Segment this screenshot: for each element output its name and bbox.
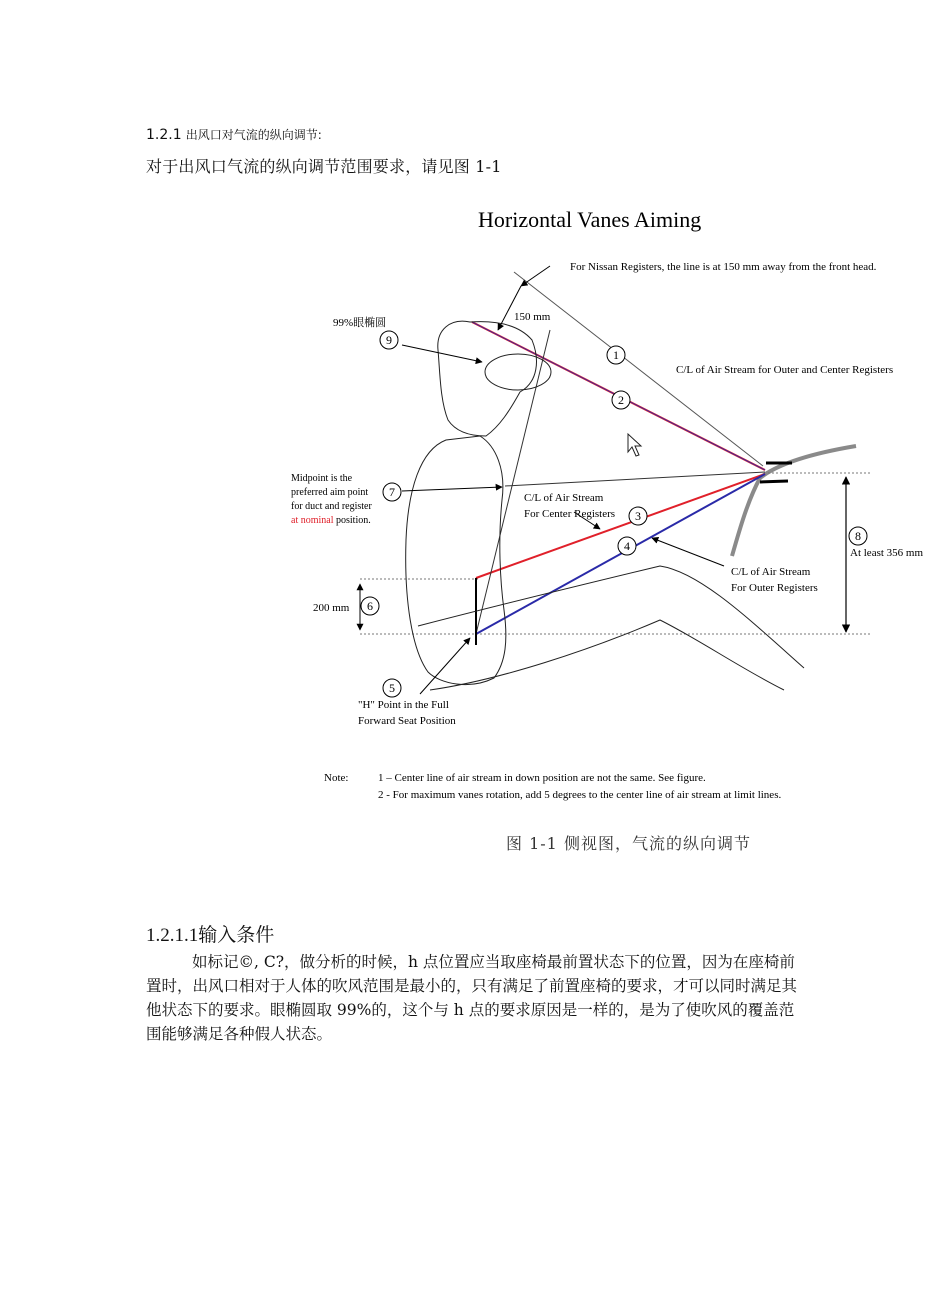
marker-9 — [380, 331, 398, 349]
marker-5 — [383, 679, 401, 697]
section-intro: 对于出风口气流的纵向调节范围要求，请见图 1-1 — [146, 157, 502, 176]
marker-1 — [607, 346, 625, 364]
dim-arrow-150-top — [521, 266, 550, 286]
label-midpoint-position: position. — [333, 515, 371, 526]
label-at-least-356: At least 356 mm — [850, 547, 924, 559]
label-midpoint-4 — [291, 515, 371, 526]
marker-7 — [383, 483, 401, 501]
label-midpoint-nominal: at nominal — [291, 515, 334, 526]
dim-arrow-150-bottom — [498, 286, 521, 330]
subsection-number: 1.2.1.1 — [146, 925, 199, 946]
note-2: 2 - For maximum vanes rotation, add 5 degrees to the center line of air stream at limit lines. — [378, 789, 782, 801]
label-cl-outer-1: C/L of Air Stream — [731, 566, 811, 578]
leader-9 — [402, 345, 482, 362]
label-cl-center-2: For Center Registers — [524, 508, 616, 520]
label-midpoint-3: for duct and register — [291, 501, 372, 512]
marker-3 — [629, 507, 647, 525]
label-midpoint-1: Midpoint is the — [291, 473, 353, 484]
cursor-icon — [628, 434, 641, 456]
torso-outline — [406, 436, 506, 685]
label-cl-center-1: C/L of Air Stream — [524, 492, 604, 504]
eye-ellipse — [485, 354, 551, 390]
outlet-lower-vane — [760, 481, 788, 482]
figure-caption: 图 1-1 侧视图，气流的纵向调节 — [506, 834, 751, 853]
label-cl-outer-center: C/L of Air Stream for Outer and Center Registers — [676, 364, 894, 376]
section-number: 1.2.1 — [146, 127, 182, 143]
torso-line — [476, 330, 550, 634]
label-200mm: 200 mm — [313, 602, 350, 614]
subsection-body — [146, 950, 806, 1046]
section-title: 出风口对气流的纵向调节: — [185, 128, 322, 142]
marker-6-label: 6 — [367, 599, 373, 613]
marker-5-label: 5 — [389, 681, 395, 695]
marker-2 — [612, 391, 630, 409]
body-paragraph: 如标记©, C?，做分析的时候，h 点位置应当取座椅最前置状态下的位置，因为在座椅前置时，出风口相对于人体的吹风范围是最小的，只有满足了前置座椅的要求，才可以同时满足其他状态下的要求。眼椭圆取 99%的，这个与 h 点的要求原因是一样的，是为了使吹风的覆盖范围能够满足各种假人状态。 — [146, 953, 798, 1043]
subsection-heading — [146, 920, 274, 947]
marker-9-label: 9 — [386, 333, 392, 347]
subsection-title: 输入条件 — [198, 924, 275, 946]
marker-4 — [618, 537, 636, 555]
airstream-line-center — [476, 474, 765, 578]
airstream-line-outer — [476, 474, 765, 634]
leader-outer — [652, 538, 724, 566]
marker-4-label: 4 — [624, 539, 630, 553]
figure-title: Horizontal Vanes Aiming — [478, 207, 702, 232]
marker-1-label: 1 — [613, 348, 619, 362]
leader-7 — [402, 487, 502, 491]
label-midpoint-2: preferred aim point — [291, 487, 369, 498]
marker-6 — [361, 597, 379, 615]
note-label: Note: — [324, 772, 349, 784]
marker-8 — [849, 527, 867, 545]
label-nissan-line: For Nissan Registers, the line is at 150 mm away from the front head. — [570, 261, 877, 273]
label-hpoint-2: Forward Seat Position — [358, 715, 456, 727]
leader-5 — [420, 638, 470, 694]
note-1: 1 – Center line of air stream in down position are not the same. See figure. — [378, 772, 706, 784]
label-eye-ellipse: 99%眼椭圆 — [333, 317, 387, 329]
label-hpoint-1: "H" Point in the Full — [358, 699, 449, 711]
marker-7-label: 7 — [389, 485, 395, 499]
label-cl-outer-2: For Outer Registers — [731, 582, 818, 594]
marker-3-label: 3 — [635, 509, 641, 523]
midpoint-aim-line — [505, 472, 765, 486]
marker-8-label: 8 — [855, 529, 861, 543]
marker-2-label: 2 — [618, 393, 624, 407]
label-150mm: 150 mm — [514, 311, 551, 323]
